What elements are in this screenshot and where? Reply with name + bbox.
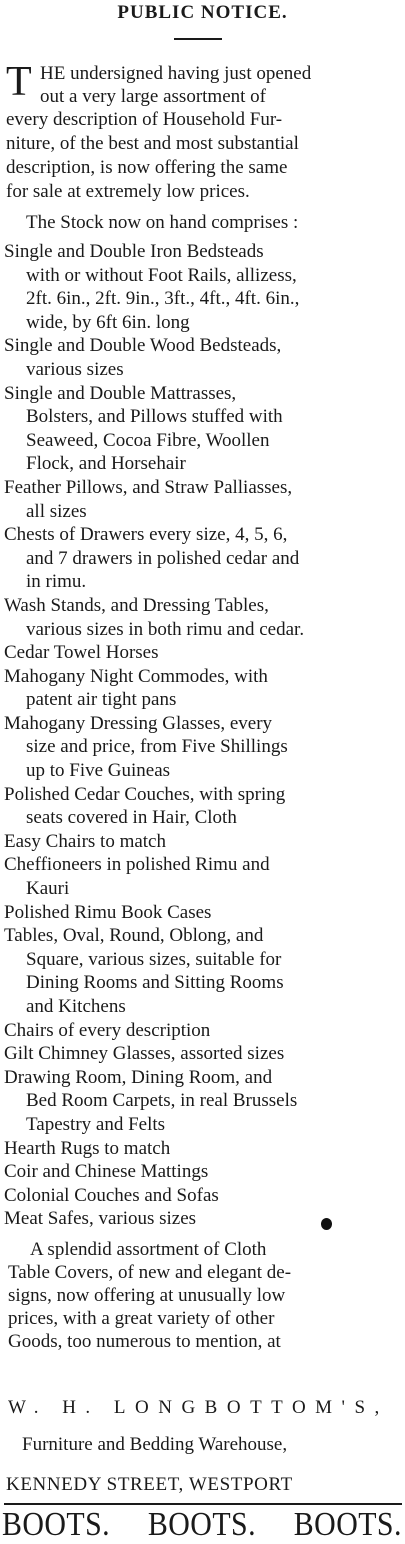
closing-line: signs, now offering at unusually low xyxy=(8,1285,286,1306)
stock-item xyxy=(0,712,405,783)
stock-item-line: Easy Chairs to match xyxy=(4,830,166,852)
stock-item-line: Chests of Drawers every size, 4, 5, 6, xyxy=(4,524,288,546)
stock-list xyxy=(0,240,405,1231)
stock-item-continuation: and Kitchens xyxy=(26,996,126,1017)
ink-blot xyxy=(321,1218,332,1230)
stock-item xyxy=(0,901,405,925)
stock-item xyxy=(0,594,405,641)
boots-advert-heading xyxy=(2,1506,402,1544)
stock-item-continuation: Square, various sizes, suitable for xyxy=(26,948,282,970)
stock-item-line: Single and Double Iron Bedsteads xyxy=(4,241,264,262)
stock-item-continuation: seats covered in Hair, Cloth xyxy=(26,807,237,829)
stock-item xyxy=(0,830,405,854)
stock-item-line: Wash Stands, and Dressing Tables, xyxy=(4,594,269,616)
stock-item xyxy=(0,924,405,1018)
stock-item xyxy=(0,1137,405,1161)
street-address: KENNEDY STREET, WESTPORT xyxy=(6,1474,293,1495)
stock-item xyxy=(0,1019,405,1043)
stock-item-line: Mahogany Night Commodes, with xyxy=(4,665,268,687)
stock-item-line: Single and Double Wood Bedsteads, xyxy=(4,335,282,357)
intro-line: niture, of the best and most substantial xyxy=(6,133,299,154)
stock-item xyxy=(0,1042,405,1066)
closing-line: Table Covers, of new and elegant de- xyxy=(8,1262,292,1283)
intro-line: for sale at extremely low prices. xyxy=(6,181,250,202)
stock-item-continuation: various sizes in both rimu and cedar. xyxy=(26,618,305,640)
drop-cap: T xyxy=(6,59,32,105)
stock-item-line: Drawing Room, Dining Room, and xyxy=(4,1066,273,1088)
stock-item-line: Feather Pillows, and Straw Palliasses, xyxy=(4,476,293,498)
stock-item-continuation: Bolsters, and Pillows stuffed with xyxy=(26,406,283,428)
warehouse-name: Furniture and Bedding Warehouse, xyxy=(22,1434,288,1455)
stock-item-line: Single and Double Mattrasses, xyxy=(4,382,237,404)
closing-line: A splendid assortment of Cloth xyxy=(30,1239,267,1260)
stock-item-line: Hearth Rugs to match xyxy=(4,1137,171,1159)
stock-item xyxy=(0,853,405,900)
heading-rule xyxy=(174,38,222,40)
stock-item xyxy=(0,334,405,381)
stock-item-continuation: Seaweed, Cocoa Fibre, Woollen xyxy=(26,429,270,451)
stock-item-continuation: with or without Foot Rails, allizess, xyxy=(26,264,297,286)
stock-item-continuation: Kauri xyxy=(26,878,70,900)
stock-item-continuation: various sizes xyxy=(26,358,124,380)
boots-word: BOOTS. xyxy=(293,1506,402,1543)
stock-item-continuation: wide, by 6ft 6in. long xyxy=(26,311,190,333)
stock-item-continuation: Tapestry and Felts xyxy=(26,1113,166,1135)
stock-item xyxy=(0,665,405,712)
stock-item-line: Mahogany Dressing Glasses, every xyxy=(4,712,273,734)
stock-item-continuation: Dining Rooms and Sitting Rooms xyxy=(26,972,284,994)
stock-item xyxy=(0,382,405,476)
stock-item-continuation: all sizes xyxy=(26,500,87,522)
stock-item-continuation: Bed Room Carpets, in real Brussels xyxy=(26,1090,298,1112)
stock-item-line: Polished Cedar Couches, with spring xyxy=(4,783,286,805)
boots-word: BOOTS. xyxy=(147,1506,257,1543)
stock-item xyxy=(0,1184,405,1208)
stock-item-continuation: and 7 drawers in polished cedar and xyxy=(26,547,300,569)
boots-word: BOOTS. xyxy=(2,1506,111,1543)
stock-item-line: Tables, Oval, Round, Oblong, and xyxy=(4,925,264,947)
stock-item-continuation: patent air tight pans xyxy=(26,689,177,711)
intro-line: description, is now offering the same xyxy=(6,157,288,178)
proprietor-name: W. H. LONGBOTTOM'S, xyxy=(8,1397,389,1418)
stock-item-line: Coir and Chinese Mattings xyxy=(4,1161,209,1183)
notice-heading: PUBLIC NOTICE. xyxy=(117,2,288,23)
stock-item xyxy=(0,1160,405,1184)
stock-item-continuation: up to Five Guineas xyxy=(26,760,171,782)
stock-item-line: Chairs of every description xyxy=(4,1019,211,1041)
stock-item xyxy=(0,240,405,334)
intro-line: HE undersigned having just opened xyxy=(40,63,312,84)
stock-item xyxy=(0,641,405,665)
stock-item-line: Cheffioneers in polished Rimu and xyxy=(4,854,270,876)
section-rule xyxy=(4,1503,402,1505)
closing-paragraph xyxy=(8,1238,404,1353)
stock-item xyxy=(0,523,405,594)
stock-item-continuation: size and price, from Five Shillings xyxy=(26,736,288,758)
stock-item xyxy=(0,476,405,523)
closing-line: Goods, too numerous to mention, at xyxy=(8,1331,281,1352)
stock-item xyxy=(0,1207,405,1231)
intro-line: every description of Household Fur- xyxy=(6,109,283,130)
closing-line: prices, with a great variety of other xyxy=(8,1308,275,1329)
stock-item xyxy=(0,1066,405,1137)
stock-item xyxy=(0,783,405,830)
stock-item-line: Colonial Couches and Sofas xyxy=(4,1184,219,1206)
stock-item-continuation: 2ft. 6in., 2ft. 9in., 3ft., 4ft., 4ft. 6in., xyxy=(26,288,300,310)
stock-item-line: Cedar Towel Horses xyxy=(4,642,159,664)
intro-line: out a very large assortment of xyxy=(40,86,266,107)
stock-item-continuation: Flock, and Horsehair xyxy=(26,453,186,475)
stock-item-continuation: in rimu. xyxy=(26,571,87,593)
stock-label: The Stock now on hand comprises : xyxy=(26,212,299,233)
stock-item-line: Meat Safes, various sizes xyxy=(4,1208,197,1230)
stock-item-line: Gilt Chimney Glasses, assorted sizes xyxy=(4,1043,285,1065)
stock-item-line: Polished Rimu Book Cases xyxy=(4,901,212,923)
